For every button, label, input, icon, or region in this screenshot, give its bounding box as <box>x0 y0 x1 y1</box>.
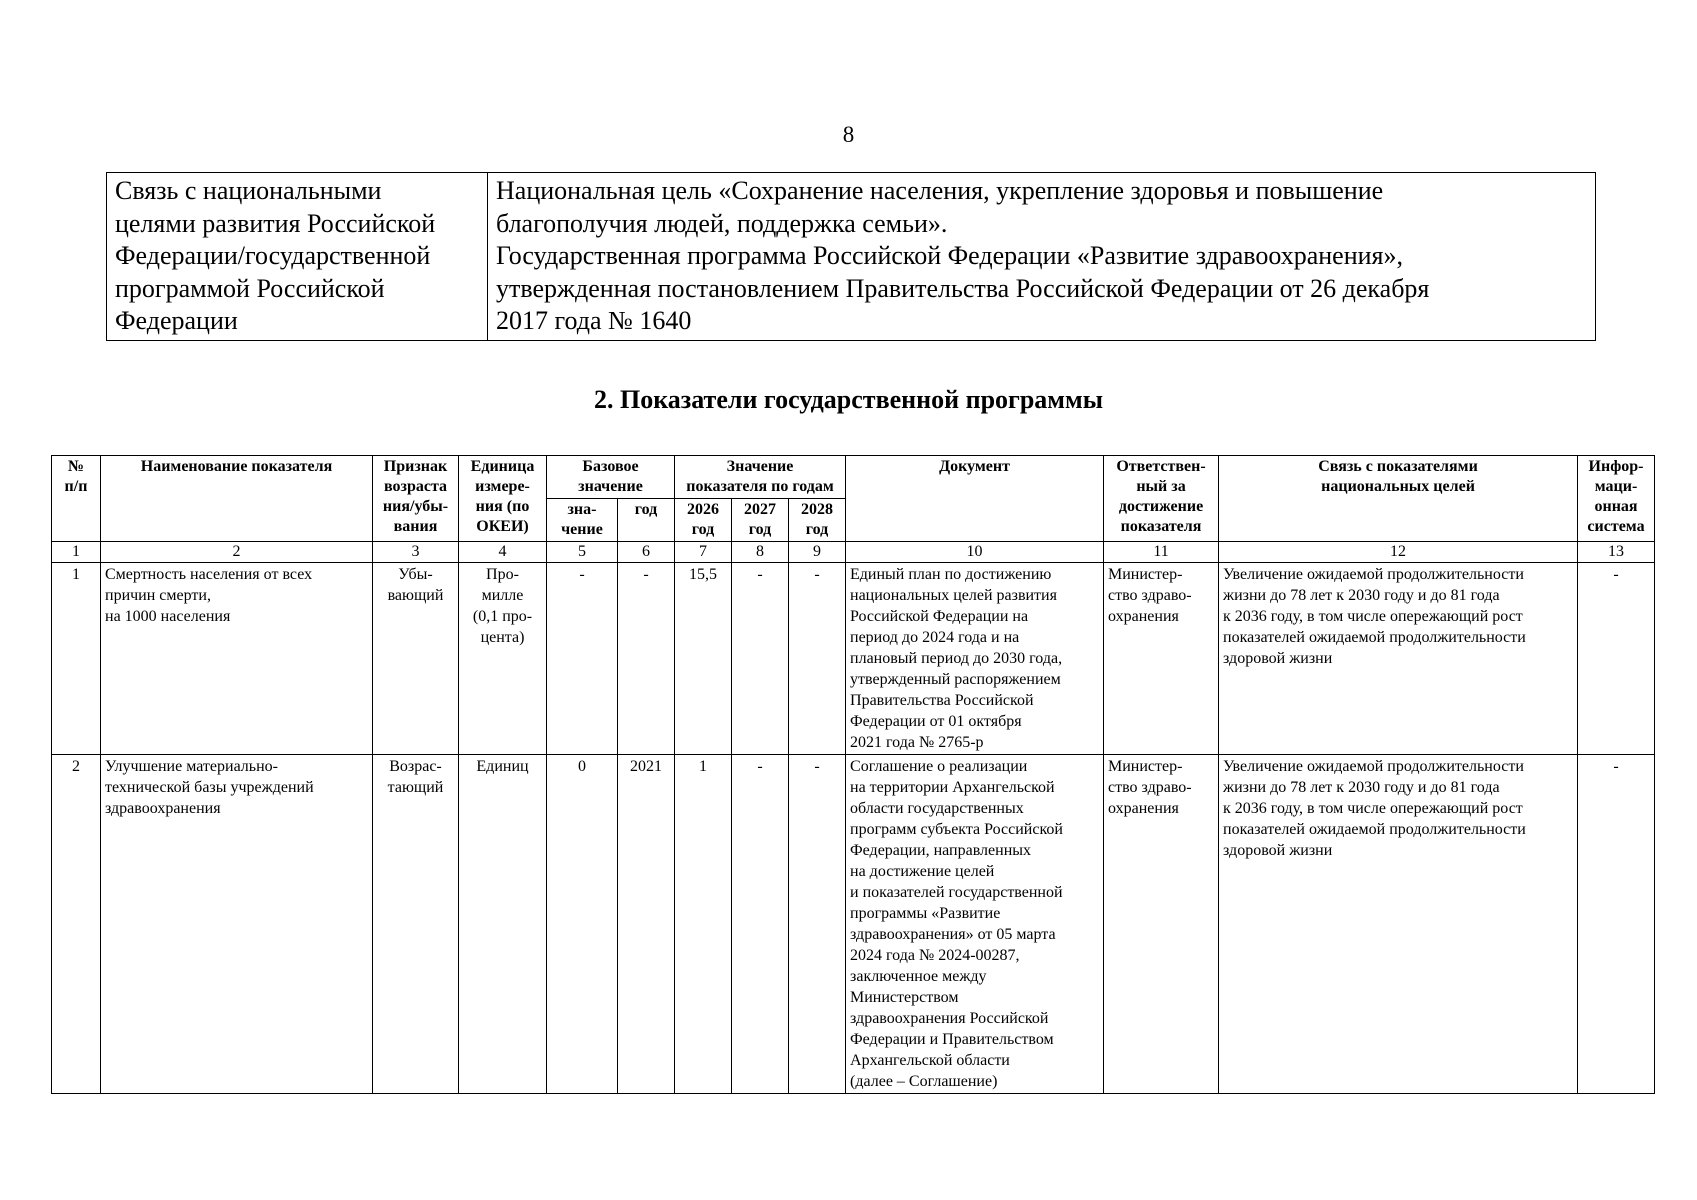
info-system-text: - <box>1578 755 1655 1094</box>
header-responsible <box>1104 456 1219 542</box>
text-line: технической базы учреждений <box>105 779 314 796</box>
header-national-goals <box>1219 456 1578 542</box>
text-line: Федерации, направленных <box>850 842 1031 859</box>
text-line: Смертность населения от всех <box>105 566 313 583</box>
column-number: 11 <box>1104 542 1219 563</box>
text-line: Базовое <box>582 458 639 475</box>
text-line: Федерации от 01 октября <box>850 713 1022 730</box>
text-line: программ субъекта Российской <box>850 821 1063 838</box>
text-line: ство здраво- <box>1108 587 1192 604</box>
text-line: утвержденная постановлением Правительства Российской Федерации от 26 декабря <box>496 273 1430 303</box>
text-line: п/п <box>64 478 88 495</box>
value-2028: - <box>789 755 846 1094</box>
header-year-2026 <box>675 499 732 542</box>
text-line: Министерством <box>850 989 959 1006</box>
text-line: здравоохранения» от 05 марта <box>850 926 1056 943</box>
text-line: ния (по <box>475 498 530 515</box>
national-goals-text <box>1219 563 1578 755</box>
header-info-system <box>1578 456 1655 542</box>
text-line: (далее – Соглашение) <box>850 1073 998 1090</box>
indicator-trend <box>373 563 459 755</box>
column-number: 4 <box>459 542 547 563</box>
national-goals-link-table <box>106 172 1596 341</box>
text-line: здоровой жизни <box>1223 650 1333 667</box>
text-line: возраста <box>383 478 447 495</box>
column-number: 9 <box>789 542 846 563</box>
text-line: 2028 <box>801 501 834 518</box>
text-line: на достижение целей <box>850 863 995 880</box>
text-line: Улучшение материально- <box>105 758 278 775</box>
text-line: к 2036 году, в том числе опережающий рост <box>1223 800 1523 817</box>
text-line: Признак <box>383 458 448 475</box>
value-2026: 1 <box>675 755 732 1094</box>
text-line: жизни до 78 лет к 2030 году и до 81 года <box>1223 779 1500 796</box>
row-num: 2 <box>52 755 101 1094</box>
indicator-unit <box>459 755 547 1094</box>
text-line: на 1000 населения <box>105 608 231 625</box>
base-value: - <box>547 563 618 755</box>
link-value <box>488 173 1596 341</box>
text-line: Единица <box>470 458 535 475</box>
text-line: чение <box>561 521 603 538</box>
text-line: цента) <box>480 629 525 646</box>
header-num <box>52 456 101 542</box>
base-value: 0 <box>547 755 618 1094</box>
document-text <box>846 755 1104 1094</box>
text-line: и показателей государственной <box>850 884 1063 901</box>
text-line: Про- <box>486 566 519 583</box>
text-line: Связь с показателями <box>1318 458 1478 475</box>
header-base <box>547 456 675 499</box>
text-line: Единый план по достижению <box>850 566 1052 583</box>
text-line: Российской Федерации на <box>850 608 1029 625</box>
text-line: Министер- <box>1108 566 1183 583</box>
column-numbers-row <box>52 542 1655 563</box>
table-row <box>52 755 1655 1094</box>
text-line: Инфор- <box>1588 458 1644 475</box>
indicator-unit <box>459 563 547 755</box>
table-row <box>52 563 1655 755</box>
text-line: Увеличение ожидаемой продолжительности <box>1223 758 1524 775</box>
header-name <box>101 456 373 542</box>
text-line: Министер- <box>1108 758 1183 775</box>
text-line: Соглашение о реализации <box>850 758 1028 775</box>
text-line: показателя по годам <box>686 478 834 495</box>
text-line: Федерации <box>115 306 238 335</box>
text-line: программы «Развитие <box>850 905 1001 922</box>
header-base-value <box>547 499 618 542</box>
text-line: № <box>67 458 85 475</box>
text-line: год <box>748 521 772 538</box>
document-text <box>846 563 1104 755</box>
value-2028: - <box>789 563 846 755</box>
text-line: охранения <box>1108 608 1179 625</box>
text-line: система <box>1587 518 1645 535</box>
text-line: тающий <box>387 779 444 796</box>
header-year-2028 <box>789 499 846 542</box>
indicator-name <box>101 563 373 755</box>
header-row-1 <box>52 456 1655 499</box>
base-year: - <box>618 563 675 755</box>
value-2027: - <box>732 563 789 755</box>
text-line: Наименование показателя <box>140 458 333 475</box>
text-line: 2017 года № 1640 <box>496 306 692 335</box>
text-line: онная <box>1594 498 1638 515</box>
text-line: Значение <box>726 458 794 475</box>
text-line: 2026 <box>687 501 720 518</box>
text-line: целями развития Российской <box>115 208 436 238</box>
text-line: Единиц <box>476 758 529 775</box>
value-2026: 15,5 <box>675 563 732 755</box>
text-line: здоровой жизни <box>1223 842 1333 859</box>
link-label <box>107 173 488 341</box>
text-line: 2024 года № 2024-00287, <box>850 947 1020 964</box>
text-line: Архангельской области <box>850 1052 1010 1069</box>
text-line: 2027 <box>744 501 777 518</box>
responsible-text <box>1104 563 1219 755</box>
text-line: показателя <box>1120 518 1202 535</box>
text-line: ный за <box>1136 478 1186 495</box>
text-line: здравоохранения Российской <box>850 1010 1049 1027</box>
text-line: Ответствен- <box>1116 458 1206 475</box>
text-line: Связь с национальными <box>115 176 382 205</box>
row-num: 1 <box>52 563 101 755</box>
column-number: 3 <box>373 542 459 563</box>
text-line: маци- <box>1594 478 1638 495</box>
column-number: 8 <box>732 542 789 563</box>
text-line: значение <box>578 478 643 495</box>
text-line: Увеличение ожидаемой продолжительности <box>1223 566 1524 583</box>
header-base-year <box>618 499 675 542</box>
column-number: 1 <box>52 542 101 563</box>
indicator-trend <box>373 755 459 1094</box>
text-line: охранения <box>1108 800 1179 817</box>
national-goals-text <box>1219 755 1578 1094</box>
text-line: милле <box>481 587 524 604</box>
text-line: национальных целей развития <box>850 587 1057 604</box>
text-line: ство здраво- <box>1108 779 1192 796</box>
section-title: 2. Показатели государственной программы <box>593 385 1104 414</box>
text-line: заключенное между <box>850 968 987 985</box>
text-line: национальных целей <box>1321 478 1475 495</box>
base-year: 2021 <box>618 755 675 1094</box>
responsible-text <box>1104 755 1219 1094</box>
text-line: Федерации/государственной <box>115 241 431 270</box>
page-number: 8 <box>842 122 855 147</box>
text-line: здравоохранения <box>105 800 221 817</box>
info-system-text: - <box>1578 563 1655 755</box>
text-line: программой Российской <box>115 273 385 303</box>
text-line: ОКЕИ) <box>476 518 529 535</box>
text-line: Убы- <box>398 566 433 583</box>
text-line: к 2036 году, в том числе опережающий рост <box>1223 608 1523 625</box>
value-2027: - <box>732 755 789 1094</box>
text-line: на территории Архангельской <box>850 779 1055 796</box>
column-number: 5 <box>547 542 618 563</box>
text-line: период до 2024 года и на <box>850 629 1020 646</box>
text-line: измере- <box>475 478 530 495</box>
indicators-table <box>51 455 1655 1094</box>
header-document <box>846 456 1104 542</box>
text-line: утвержденный распоряжением <box>850 671 1061 688</box>
text-line: области государственных <box>850 800 1024 817</box>
text-line: показателей ожидаемой продолжительности <box>1223 821 1526 838</box>
text-line: зна- <box>567 501 597 518</box>
text-line: год <box>691 521 715 538</box>
text-line: 2021 года № 2765-р <box>850 734 984 751</box>
column-number: 2 <box>101 542 373 563</box>
text-line: благополучия людей, поддержка семьи». <box>496 208 948 238</box>
column-number: 10 <box>846 542 1104 563</box>
text-line: (0,1 про- <box>472 608 533 625</box>
indicator-name <box>101 755 373 1094</box>
text-line: Правительства Российской <box>850 692 1034 709</box>
column-number: 7 <box>675 542 732 563</box>
text-line: Возрас- <box>389 758 442 775</box>
header-trend <box>373 456 459 542</box>
header-unit <box>459 456 547 542</box>
header-target <box>675 456 846 499</box>
column-number: 13 <box>1578 542 1655 563</box>
text-line: ния/убы- <box>382 498 449 515</box>
text-line: год <box>805 521 829 538</box>
header-year-2027 <box>732 499 789 542</box>
column-number: 12 <box>1219 542 1578 563</box>
column-number: 6 <box>618 542 675 563</box>
text-line: плановый период до 2030 года, <box>850 650 1063 667</box>
text-line: вания <box>393 518 438 535</box>
text-line: жизни до 78 лет к 2030 году и до 81 года <box>1223 587 1500 604</box>
national-goals-link-row <box>107 173 1596 341</box>
text-line: вающий <box>387 587 444 604</box>
text-line: год <box>634 501 658 518</box>
text-line: причин смерти, <box>105 587 211 604</box>
text-line: Государственная программа Российской Федерации «Развитие здравоохранения», <box>496 241 1404 270</box>
text-line: Федерации и Правительством <box>850 1031 1054 1048</box>
text-line: Национальная цель «Сохранение населения, укрепление здоровья и повышение <box>496 176 1384 205</box>
text-line: Документ <box>939 458 1010 475</box>
text-line: достижение <box>1118 498 1204 515</box>
text-line: показателей ожидаемой продолжительности <box>1223 629 1526 646</box>
